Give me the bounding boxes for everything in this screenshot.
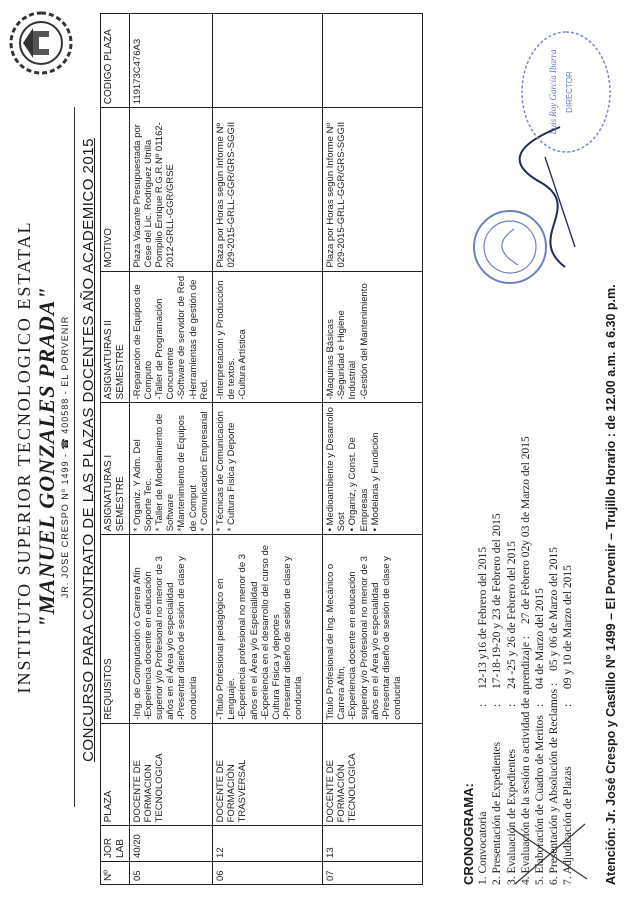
- svg-text:Luis Roy García Ibarra: Luis Roy García Ibarra: [548, 49, 558, 135]
- item-value: 04 de Marzo del 2015: [534, 588, 547, 689]
- cell-codigo: [323, 14, 423, 108]
- item-value: 24 -25 y 26 de Febrero del 2015: [505, 541, 518, 689]
- cell-num: 07: [323, 861, 423, 884]
- cell-asig2: -Reparación de Equipos de Computo -Taller de Programación Concurrente -Software de servidor de Red -Herramientas de gestión de Red.: [129, 271, 212, 403]
- header-requisitos: REQUISITOS: [101, 535, 130, 723]
- table-row: [213, 14, 323, 885]
- director-stamp: [516, 27, 616, 157]
- cell-num: 06: [213, 861, 323, 884]
- header-asig2: ASIGNATURAS II SEMESTRE: [101, 271, 130, 403]
- header-num: Nº: [101, 861, 130, 884]
- cell-motivo: Plaza por Horas según Informe Nº 029-2015-GRLL-GGR/GRS-SGGII: [323, 108, 423, 271]
- cell-jor: 12: [213, 826, 323, 862]
- header-asig1: ASIGNATURAS I SEMESTRE: [101, 403, 130, 535]
- cronograma-item: 4. Evaluación de la sesión o actividad de aprendizaje : 27 de Febrero 02y 03 de Marzo del 2015: [519, 436, 532, 885]
- cell-plaza: DOCENTE DE FORMACIÓN TECNOLOGICA: [323, 723, 423, 826]
- institution-logo: [6, 4, 76, 82]
- item-value: 09 y 10 de Marzo del 2015: [562, 565, 575, 689]
- cell-codigo: 119173C476A3: [129, 14, 212, 108]
- item-value: 17-18-19-20 y 23 de Febrero del 2015: [491, 513, 504, 689]
- cell-plaza: DOCENTE DE FORMACIÓN TRASVERSAL: [213, 723, 323, 826]
- table-row: [323, 14, 423, 885]
- cell-requisitos: Titulo Profesional de Ing. Mecánico o Carrera Afín, -Experiencia docente en educación superior y/o Profesional no menor de 3 años en el Área y/o especialidad -Presentar diseño de sesión de clase y conducirla: [323, 535, 423, 723]
- header-motivo: MOTIVO: [101, 108, 130, 271]
- cronograma-item: 6. Presentación y Absolución de Reclamos : 05 y 06 de Marzo del 2015: [548, 546, 561, 885]
- header-divider: [74, 107, 75, 807]
- page-title-text: CONCURSO PARA CONTRATO DE LAS PLAZAS DOCENTES AÑO ACADEMICO 2015: [80, 138, 97, 762]
- item-label: 1. Convocatoria: [477, 811, 490, 885]
- cell-jor: 40/20: [129, 826, 212, 862]
- item-label: 4. Evaluación de la sesión o actividad de aprendizaje: [519, 642, 532, 885]
- atencion-line: Atención: Jr. José Crespo y Castillo Nº 1499 – El Porvenir – Trujillo Horario : de 12.00 a.m. a 6.30 p.m.: [604, 284, 618, 885]
- cell-codigo: [213, 14, 323, 108]
- header-jor: JOR LAB: [101, 826, 130, 862]
- page-title: [80, 15, 97, 885]
- institution-name: INSTITUTO SUPERIOR TECNOLOGICO ESTATAL: [14, 220, 34, 694]
- cell-motivo: Plaza Vacante Presupuestada por Cese del Lic. Rodriguez Utrilla Pompilio Enrique R.G.R.Nº 01162-2012-GRLL-GGR/GRSE: [129, 108, 212, 271]
- cronograma: [462, 245, 576, 885]
- cross-mark: [505, 819, 595, 889]
- item-value: 12-13 y16 de Febrero del 2015: [477, 546, 490, 689]
- cell-requisitos: -Titulo Profesional pedagógico en Lenguaje. -Experiencia profesional no menor de 3 años en el Área y/o Especialidad -Experiencia en el desarrollo del curso de Cultura Física y deportes -Presentar diseño de sesión de clase y conducirla: [213, 535, 323, 723]
- item-label: 3. Evaluación de Expedientes: [505, 748, 518, 885]
- item-label: 7. Adjudicación de Plazas: [562, 766, 575, 885]
- cronograma-item: 5. Elaboración de Cuadro de Meritos : 04 de Marzo del 2015: [534, 588, 547, 885]
- cell-jor: 13: [323, 826, 423, 862]
- institution-address: JR. JOSE CRESPO Nº 1499 - ☎ 400588 - EL PORVENIR: [60, 315, 70, 599]
- cell-num: 05: [129, 861, 212, 884]
- cell-plaza: DOCENTE DE FORMACION TECNOLOGICA: [129, 723, 212, 826]
- item-value: 05 y 06 de Marzo del 2015: [548, 546, 561, 671]
- institution-title: "MANUEL GONZALES PRADA": [34, 286, 59, 628]
- cronograma-item: 7. Adjudicación de Plazas : 09 y 10 de Marzo del 2015: [562, 565, 575, 885]
- cronograma-item: 3. Evaluación de Expedientes : 24 -25 y 26 de Febrero del 2015: [505, 541, 518, 885]
- header-plaza: PLAZA: [101, 723, 130, 826]
- cronograma-item: 1. Convocatoria : 12-13 y16 de Febrero del 2015: [477, 546, 490, 885]
- item-value: 27 de Febrero 02y 03 de Marzo del 2015: [519, 436, 532, 624]
- cronograma-item: 2. Presentación de Expedientes : 17-18-19-20 y 23 de Febrero del 2015: [491, 513, 504, 885]
- cell-asig2: -Interpretación y Producción de textos. -Cultura Artística: [213, 271, 323, 403]
- svg-text:DIRECTOR: DIRECTOR: [565, 71, 574, 113]
- cell-motivo: Plaza por Horas según Informe Nº 029-2015-GRLL-GGR/GRS-SGGII: [213, 108, 323, 271]
- table-header-row: [101, 14, 130, 885]
- header-codigo: CODIGO PLAZA: [101, 14, 130, 108]
- table-row: [129, 14, 212, 885]
- cell-asig1: * Técnicas de Comunicación * Cultura Física y Deporte: [213, 403, 323, 535]
- item-label: 5. Elaboración de Cuadro de Meritos: [534, 715, 547, 885]
- item-label: 6. Presentación y Absolución de Reclamos: [548, 688, 561, 885]
- plazas-table: [100, 13, 423, 885]
- cell-asig1: • Medioambiente y Desarrollo Sost • Organiz, y Const. De Empresas • Modelaria y Fundición: [323, 403, 423, 535]
- item-label: 2. Presentación de Expedientes: [491, 741, 504, 885]
- cell-requisitos: -Ing. de Computación ó Carrera Afín -Experiencia docente en educación superior y/o Profesional no menor de 3 años en el Área y/o especialidad -Presentar diseño de sesión de clase y conducirla: [129, 535, 212, 723]
- cell-asig2: -Maquinas Básicas -Seguridad e Higiene Industrial -Gestión del Mantenimiento: [323, 271, 423, 403]
- cell-asig1: * Organiz. Y Adm. Del Soporte Tec. * Taller de Modelamiento de Software *Mantenimiento de Equipos de Comput * Comunicación Empresarial: [129, 403, 212, 535]
- cronograma-title: CRONOGRAMA:: [461, 783, 476, 885]
